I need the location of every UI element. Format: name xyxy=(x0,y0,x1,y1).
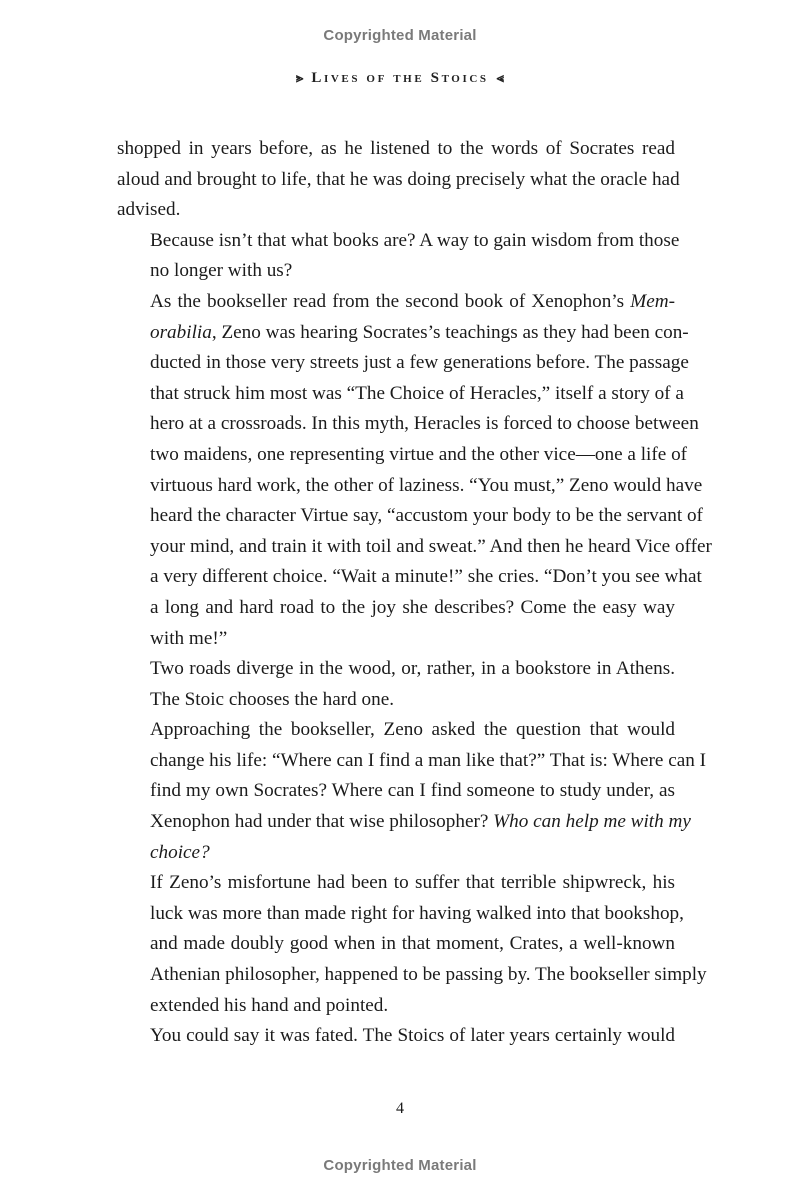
right-ornament-icon: ⪡ xyxy=(496,70,504,85)
text-line: As the bookseller read from the second book of Xenophon’s Mem- xyxy=(150,290,675,312)
italic-text: choice? xyxy=(150,841,210,863)
text-line: that struck him most was “The Choice of Heracles,” itself a story of a xyxy=(150,382,684,404)
text-line: your mind, and train it with toil and sweat.” And then he heard Vice offer xyxy=(150,535,712,557)
text-line: You could say it was fated. The Stoics of later years certainly would xyxy=(150,1025,675,1047)
paragraph xyxy=(117,715,707,868)
paragraph xyxy=(117,134,680,226)
copyright-watermark-top: Copyrighted Material xyxy=(323,27,477,44)
text-line xyxy=(117,838,675,869)
text-line: shopped in years before, as he listened to the words of Socrates read xyxy=(117,138,675,159)
paragraph xyxy=(117,654,675,715)
text-line: virtuous hard work, the other of laziness. “You must,” Zeno would have xyxy=(150,474,703,496)
body-text xyxy=(117,134,712,1052)
text-line: The Stoic chooses the hard one. xyxy=(150,688,395,710)
text-line: Athenian philosopher, happened to be passing by. The bookseller simply xyxy=(150,964,707,986)
paragraph xyxy=(117,226,680,287)
text-line: orabilia, Zeno was hearing Socrates’s teachings as they had been con- xyxy=(150,321,689,343)
text-line: Because isn’t that what books are? A way to gain wisdom from those xyxy=(150,229,680,251)
text-line: find my own Socrates? Where can I find someone to study under, as xyxy=(150,780,675,802)
text-line: Approaching the bookseller, Zeno asked the question that would xyxy=(150,719,675,741)
text-line: Xenophon had under that wise philosopher? Who can help me with my xyxy=(150,811,691,833)
left-ornament-icon: ⪢ xyxy=(296,70,304,85)
italic-text: Who can help me with my xyxy=(493,811,691,833)
text-line: a long and hard road to the joy she describes? Come the easy way xyxy=(150,596,675,618)
text-line: no longer with us? xyxy=(150,260,293,282)
text-line: a very different choice. “Wait a minute!” she cries. “Don’t you see what xyxy=(150,566,702,588)
text-line: Two roads diverge in the wood, or, rather, in a bookstore in Athens. xyxy=(150,658,675,680)
text-line: luck was more than made right for having walked into that bookshop, xyxy=(150,902,684,924)
text-line: with me!” xyxy=(150,627,228,649)
running-head xyxy=(0,70,800,87)
text-line: advised. xyxy=(117,199,181,221)
paragraph xyxy=(117,1021,675,1052)
text-line: heard the character Virtue say, “accustom your body to be the servant of xyxy=(150,505,703,527)
text-line: If Zeno’s misfortune had been to suffer that terrible shipwreck, his xyxy=(150,872,675,894)
copyright-watermark-bottom: Copyrighted Material xyxy=(323,1157,477,1174)
italic-text: Mem- xyxy=(630,290,675,312)
page-number: 4 xyxy=(396,1100,404,1117)
text-line: aloud and brought to life, that he was doing precisely what the oracle had xyxy=(117,168,680,190)
text-line: extended his hand and pointed. xyxy=(150,994,389,1016)
paragraph xyxy=(117,287,712,654)
running-head-title: Lives of the Stoics xyxy=(311,70,489,86)
text-line: hero at a crossroads. In this myth, Heracles is forced to choose between xyxy=(150,413,699,435)
text-line: and made doubly good when in that moment, Crates, a well-known xyxy=(150,933,675,955)
italic-text: orabilia xyxy=(150,321,212,343)
text-line: two maidens, one representing virtue and the other vice—one a life of xyxy=(150,443,688,465)
paragraph xyxy=(117,868,707,1021)
text-line: ducted in those very streets just a few generations before. The passage xyxy=(150,352,689,374)
text-line: change his life: “Where can I find a man like that?” That is: Where can I xyxy=(150,749,707,771)
